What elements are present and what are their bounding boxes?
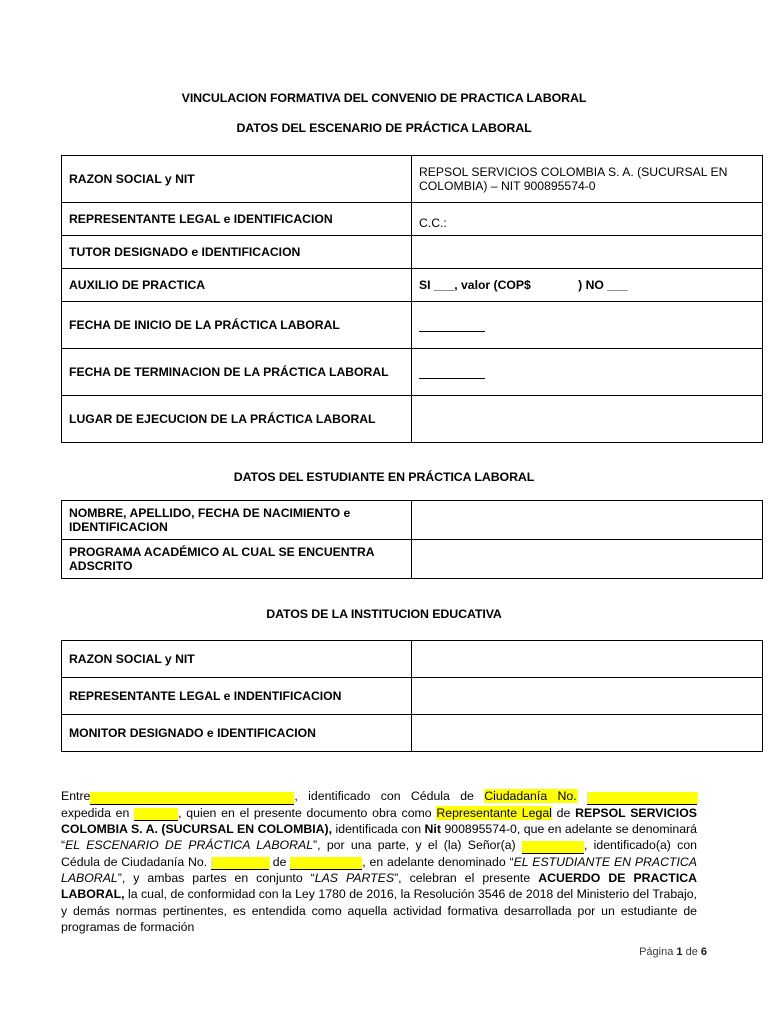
row-value-lugar-ejecucion[interactable] [412,396,763,443]
row-label-lugar-ejecucion: LUGAR DE EJECUCION DE LA PRÁCTICA LABORAL [62,396,412,443]
row-value-representante-legal[interactable] [412,203,763,236]
footer-middle: de [682,946,701,958]
table-datos-escenario [61,155,763,443]
row-value-razon-social[interactable]: REPSOL SERVICIOS COLOMBIA S. A. (SUCURSAL EN COLOMBIA) – NIT 900895574-0 [412,156,763,203]
body-text-identificado-estudiante: , identificado(a) con Cédula de Ciudadanía No. [61,838,697,869]
body-text-estudiante-definicion: EL ESTUDIANTE EN PRACTICA LABORAL [61,854,698,886]
table-row [62,203,763,236]
table-row [62,396,763,443]
row-label-fecha-inicio: FECHA DE INICIO DE LA PRÁCTICA LABORAL [62,302,412,349]
row-value-auxilio-practica[interactable] [412,269,763,302]
table-row [62,501,763,540]
footer-total-pages: 6 [700,946,707,958]
table-datos-institucion [61,640,763,752]
fecha-terminacion-blank [419,362,755,382]
row-value-fecha-terminacion[interactable] [412,349,763,396]
body-text-entre: Entre [61,789,91,804]
table-row [62,349,763,396]
highlight-representante-legal: Representante Legal [436,805,552,820]
fecha-inicio-blank [419,315,755,335]
row-value-inst-monitor-designado[interactable] [412,715,763,752]
footer-prefix: Página [639,946,677,958]
table-row [62,269,763,302]
body-text-normatividad: la cual, de conformidad con la Ley 1780 de 2016, la Resolución 3546 de 2018 del Ministerio del Trabajo, y demás normas pertinentes, es entendida como aquella actividad formativa desarrollada por un estudiante de programas de formación [61,887,697,935]
row-label-auxilio-practica: AUXILIO DE PRACTICA [62,269,412,302]
body-text-nit-label: Nit [424,821,441,836]
table-row [62,678,763,715]
blank-nombre-representante[interactable] [90,792,294,805]
row-value-tutor-designado[interactable] [412,236,763,269]
body-text-por-una-parte: ”, por una parte, y el (la) Señor(a) [313,838,516,853]
row-label-inst-monitor-designado: MONITOR DESIGNADO e IDENTIFICACION [62,715,412,752]
body-text-escenario-definicion: EL ESCENARIO DE PRÁCTICA LABORAL [65,838,314,853]
body-text-las-partes: LAS PARTES [314,871,395,886]
footer-current-page: 1 [676,946,683,958]
auxilio-no-text: ) NO ___ [578,277,628,292]
section-heading-estudiante: DATOS DEL ESTUDIANTE EN PRÁCTICA LABORAL [233,470,535,484]
body-text-de-ciudad: de [272,854,287,869]
blank-ciudad-expedicion[interactable] [134,808,178,821]
blank-cedula-estudiante[interactable] [211,857,269,870]
table-row [62,302,763,349]
row-label-programa-academico: PROGRAMA ACADÉMICO AL CUAL SE ENCUENTRA ADSCRITO [62,540,412,579]
row-value-fecha-inicio[interactable] [412,302,763,349]
row-label-inst-razon-social: RAZON SOCIAL y NIT [62,641,412,678]
table-datos-estudiante [61,500,763,579]
body-text-nit-valor: 900895574-0, que en adelante se denominará “ [61,821,697,853]
row-value-programa-academico[interactable] [412,540,763,579]
body-text-obra-como: , quien en el presente documento obra como [178,805,437,820]
body-text-celebran: ”, celebran el presente [394,871,539,886]
table-row [62,540,763,579]
body-text-en-adelante: , en adelante denominado “ [362,854,514,869]
row-label-fecha-terminacion: FECHA DE TERMINACION DE LA PRÁCTICA LABORAL [62,349,412,396]
contract-body-paragraph [61,788,697,935]
body-text-repsol-nombre: REPSOL SERVICIOS COLOMBIA S. A. (SUCURSAL EN COLOMBIA), [61,805,697,836]
row-value-inst-razon-social[interactable] [412,641,763,678]
body-text-identificado: , identificado con Cédula de [294,789,485,804]
section-heading-institucion: DATOS DE LA INSTITUCION EDUCATIVA [266,607,502,621]
cc-text: C.C.: [419,215,447,230]
row-label-tutor-designado: TUTOR DESIGNADO e IDENTIFICACION [62,236,412,269]
body-text-de: de [551,805,576,820]
row-value-nombre-apellido[interactable] [412,501,763,540]
table-row [62,236,763,269]
body-text-identificada-con: identificada con [332,821,425,836]
body-text-acuerdo-titulo: ACUERDO DE PRACTICA LABORAL, [61,871,697,902]
table-row [62,715,763,752]
table-row [62,156,763,203]
highlight-ciudadania-no: Ciudadanía No. [484,789,577,804]
blank-cedula-representante[interactable] [587,792,697,805]
auxilio-si-text: SI ___, valor (COP$ [419,277,531,292]
blank-nombre-estudiante[interactable] [522,841,584,854]
section-heading-escenario: DATOS DEL ESCENARIO DE PRÁCTICA LABORAL [236,121,532,135]
row-label-inst-representante-legal: REPRESENTANTE LEGAL e INDENTIFICACION [62,678,412,715]
table-row [62,641,763,678]
row-label-razon-social: RAZON SOCIAL y NIT [62,156,412,203]
page-title: VINCULACION FORMATIVA DEL CONVENIO DE PRACTICA LABORAL [181,91,587,105]
blank-ciudad-estudiante[interactable] [290,857,362,870]
row-label-nombre-apellido: NOMBRE, APELLIDO, FECHA DE NACIMIENTO e IDENTIFICACION [62,501,412,540]
row-value-inst-representante-legal[interactable] [412,678,763,715]
row-label-representante-legal: REPRESENTANTE LEGAL e IDENTIFICACION [62,203,412,236]
page-footer [639,946,707,958]
body-text-expedida: expedida en [61,805,130,820]
body-text-ambas-partes: ”, y ambas partes en conjunto “ [117,871,315,886]
